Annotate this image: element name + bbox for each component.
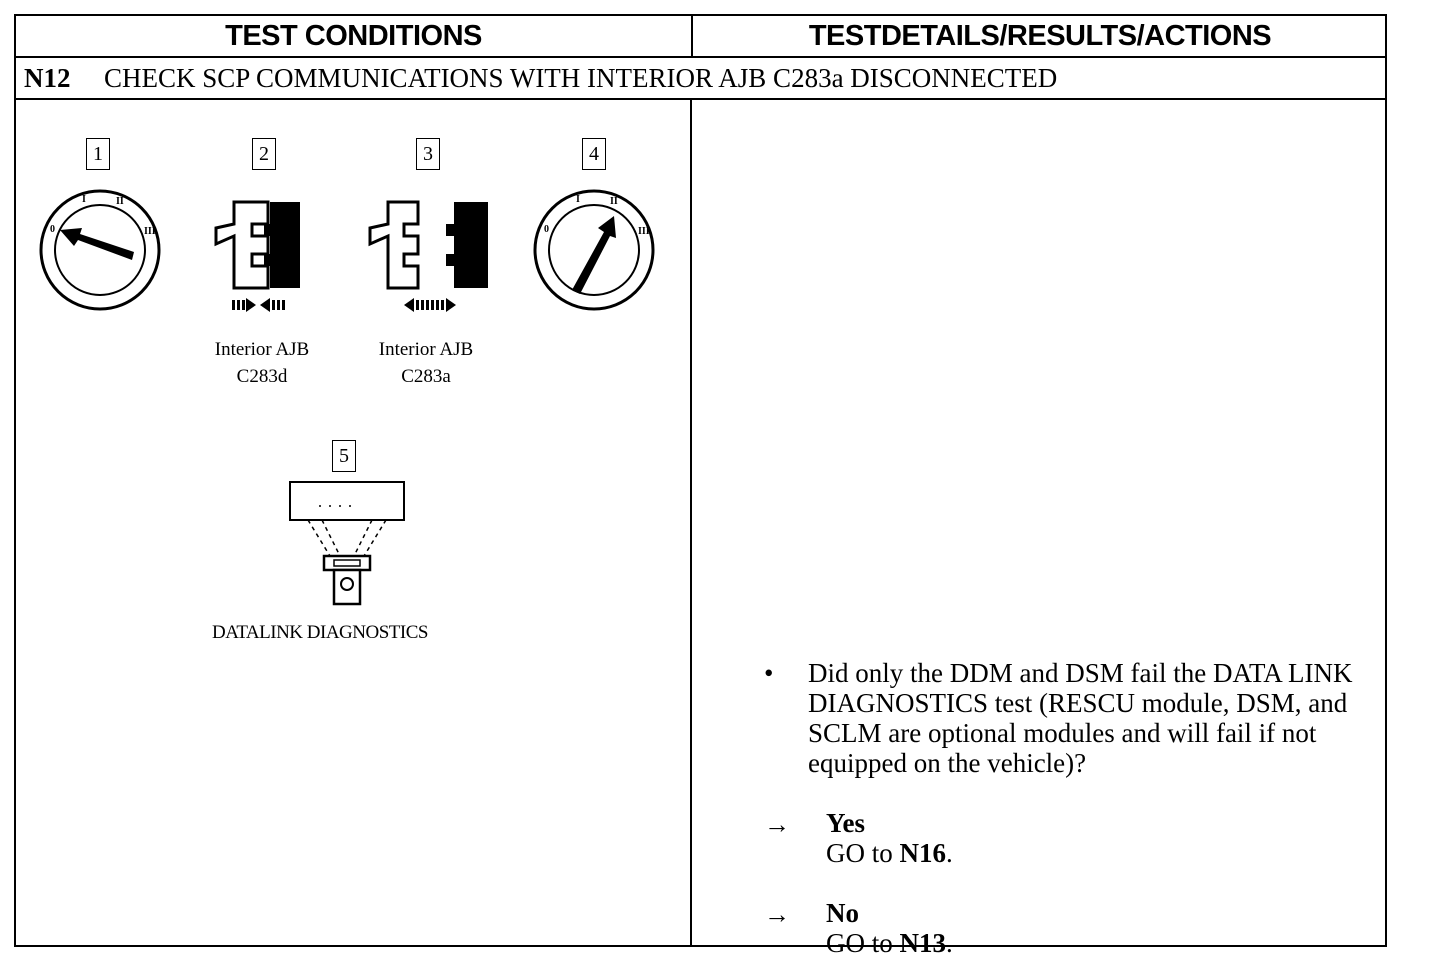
svg-text:0: 0 (50, 224, 55, 235)
diagnostic-tool-icon (288, 480, 408, 610)
answer-no-suffix: . (946, 928, 953, 958)
svg-text:II: II (610, 196, 618, 207)
header-test-details: TESTDETAILS/RESULTS/ACTIONS (808, 19, 1272, 52)
answer-yes-suffix: . (946, 838, 953, 868)
step-number-3: 3 (416, 138, 440, 170)
step-2-caption (192, 336, 332, 390)
answer-no (826, 898, 953, 958)
connector-disconnect-icon (366, 184, 496, 309)
test-procedure-table (14, 14, 1387, 958)
test-details-pane (692, 100, 1387, 958)
answer-yes-label: Yes (826, 808, 865, 838)
step-code: N12 (24, 62, 71, 93)
svg-text:0: 0 (544, 224, 549, 235)
bullet-marker: • (764, 658, 774, 688)
caption-line-1: Interior AJB (214, 339, 310, 360)
ignition-switch-on-icon (532, 188, 656, 312)
answer-yes (826, 808, 953, 868)
step-number-1: 1 (86, 138, 110, 170)
svg-text:III: III (144, 226, 156, 237)
connector-connect-icon (212, 184, 312, 309)
step-3-caption (356, 336, 496, 390)
svg-text:III: III (638, 226, 650, 237)
answer-yes-target[interactable]: N16 (899, 838, 946, 868)
ignition-switch-off-icon (38, 188, 162, 312)
svg-text:I: I (82, 194, 86, 205)
header-row (16, 16, 1385, 58)
step-title-row (16, 58, 1385, 100)
caption-line-2: C283a (401, 366, 451, 387)
step-number-2: 2 (252, 138, 276, 170)
svg-text:II: II (116, 196, 124, 207)
answer-no-target[interactable]: N13 (899, 928, 946, 958)
test-question: Did only the DDM and DSM fail the DATA LINK DIAGNOSTICS test (RESCU module, DSM, and SCLM are optional modules and will fail if not equipped on the vehicle)? (808, 658, 1353, 778)
step-title: CHECK SCP COMMUNICATIONS WITH INTERIOR AJB C283a DISCONNECTED (104, 62, 1058, 93)
test-conditions-pane (16, 100, 690, 947)
answer-no-prefix: GO to (826, 928, 893, 958)
no-arrow-icon: → (764, 900, 790, 929)
step-number-4: 4 (582, 138, 606, 170)
caption-line-2: C283d (236, 366, 288, 387)
answer-yes-prefix: GO to (826, 838, 893, 868)
step-5-caption: DATALINK DIAGNOSTICS (212, 622, 428, 643)
step-number-5: 5 (332, 440, 356, 472)
caption-line-1: Interior AJB (378, 339, 474, 360)
svg-text:I: I (576, 194, 580, 205)
answer-no-label: No (826, 898, 859, 928)
yes-arrow-icon: → (764, 810, 790, 839)
header-test-conditions: TEST CONDITIONS (16, 16, 693, 56)
